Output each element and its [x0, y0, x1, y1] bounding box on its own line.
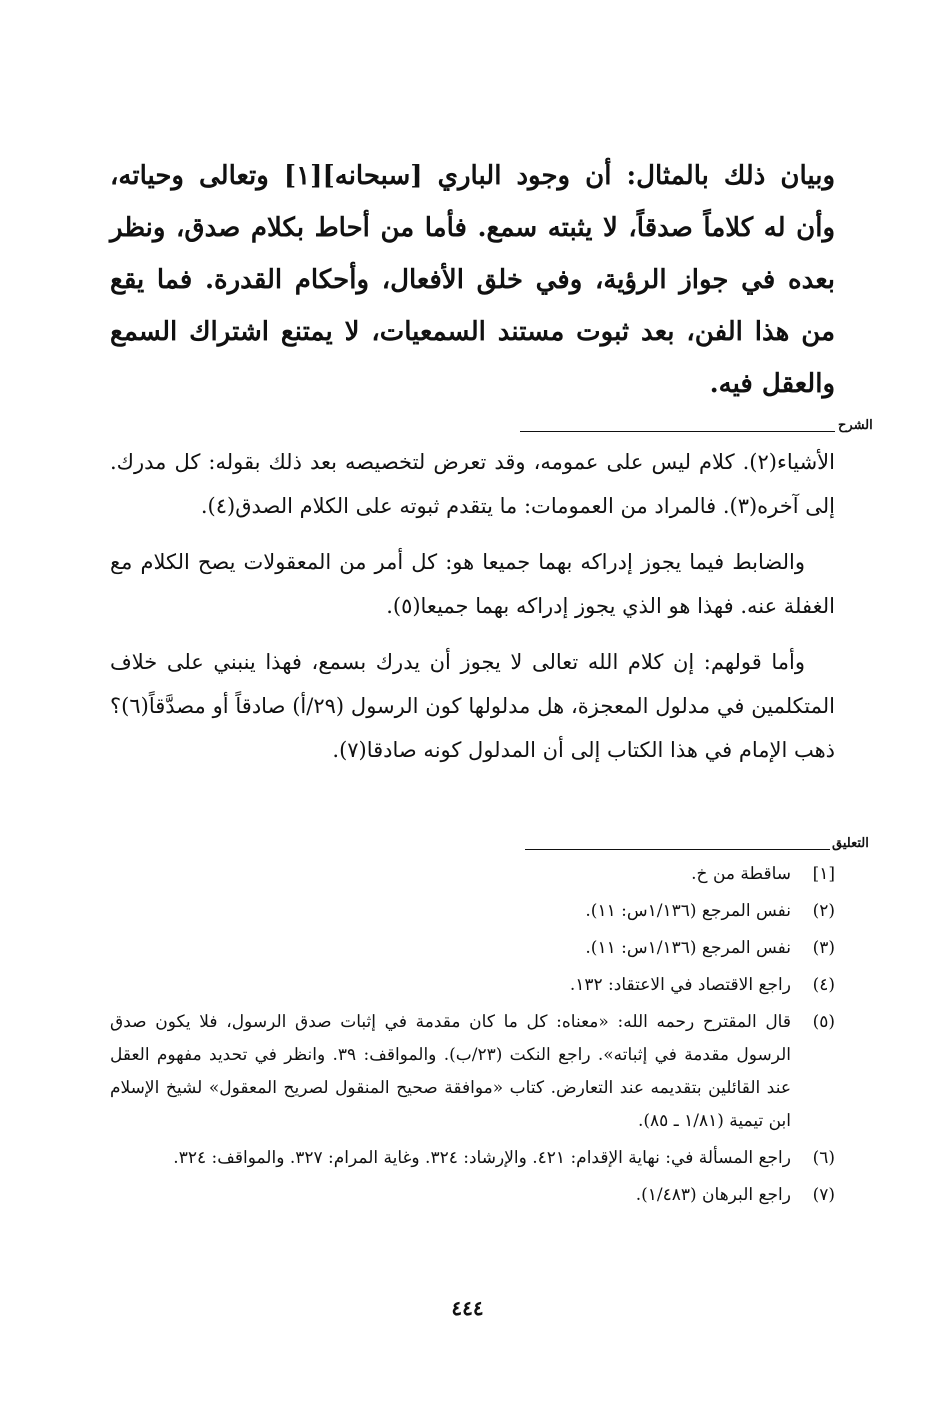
main-text: وبيان ذلك بالمثال: أن وجود الباري [سبحانه][١] وتعالى وحياته، وأن له كلاماً صدقاً، لا يثبته سمع. فأما من أحاط بكلام صدق، ونظر بعده في جواز الرؤية، وفي خلق الأفعال، وأحكام القدرة. فما يقع من هذا الفن، بعد ثبوت مستند السمعيات، لا يمتنع اشتراك السمع والعقل فيه.: [110, 161, 835, 399]
commentary-paragraph: والضابط فيما يجوز إدراكه بهما جميعا هو: كل أمر من المعقولات يصح الكلام مع الغفلة عنه. فهذا هو الذي يجوز إدراكه بهما جميعا(٥).: [110, 550, 835, 618]
footnote-item: [110, 969, 835, 1002]
commentary-paragraph: الأشياء(٢). كلام ليس على عمومه، وقد تعرض لتخصيصه بعد ذلك بقوله: كل مدرك. إلى آخره(٣). فالمراد من العمومات: ما يتقدم ثبوته على الكلام الصدق(٤).: [110, 450, 835, 518]
sharh-divider: [520, 431, 835, 432]
footnote-item: [110, 1142, 835, 1175]
footnote-item: [110, 1006, 835, 1138]
commentary: [110, 440, 835, 784]
ta3liq-divider: [525, 849, 830, 850]
ta3liq-label: التعليق: [832, 836, 869, 851]
footnotes: [110, 858, 835, 1216]
footnote-number: [١]: [812, 864, 835, 884]
footnote-number: (٦): [812, 1148, 835, 1168]
footnote-number: (٢): [812, 901, 835, 921]
footnote-text: راجع المسألة في: نهاية الإقدام: ٤٢١. والإرشاد: ٣٢٤. وغاية المرام: ٣٢٧. والمواقف: ٣٢٤.: [173, 1148, 791, 1168]
footnote-text: نفس المرجع (١/١٣٦س: ١١).: [585, 901, 791, 921]
footnote-item: [110, 895, 835, 928]
footnote-number: (٥): [812, 1012, 835, 1032]
footnote-number: (٤): [812, 975, 835, 995]
footnote-item: [110, 858, 835, 891]
sharh-label: الشرح: [838, 418, 873, 433]
footnote-text: قال المقترح رحمه الله: «معناه: كل ما كان مقدمة في إثبات صدق الرسول، فلا يكون صدق الرسول مقدمة في إثباته». راجع النكت (٢٣/ب). والمواقف: ٣٩. وانظر في تحديد مفهوم العقل عند القائلين بتقديمه عند التعارض. كتاب «موافقة صحيح المنقول لصريح المعقول» لشيخ الإسلام ابن تيمية (١/٨١ ـ ٨٥).: [110, 1012, 791, 1131]
footnote-text: راجع الاقتصاد في الاعتقاد: ١٣٢.: [569, 975, 791, 995]
footnote-item: [110, 1179, 835, 1212]
footnote-number: (٧): [812, 1185, 835, 1205]
commentary-paragraph: وأما قولهم: إن كلام الله تعالى لا يجوز أن يدرك بسمع، فهذا ينبني على خلاف المتكلمين في مدلول المعجزة، هل مدلولها كون الرسول (٢٩/أ) صادقاً أو مصدَّقاً(٦)؟ ذهب الإمام في هذا الكتاب إلى أن المدلول كونه صادقا(٧).: [110, 650, 835, 762]
footnote-item: [110, 932, 835, 965]
footnote-text: ساقطة من خ.: [691, 864, 791, 884]
footnote-number: (٣): [812, 938, 835, 958]
footnote-text: راجع البرهان (١/٤٨٣).: [635, 1185, 791, 1205]
page-number: ٤٤٤: [451, 1296, 484, 1320]
footnote-text: نفس المرجع (١/١٣٦س: ١١).: [585, 938, 791, 958]
